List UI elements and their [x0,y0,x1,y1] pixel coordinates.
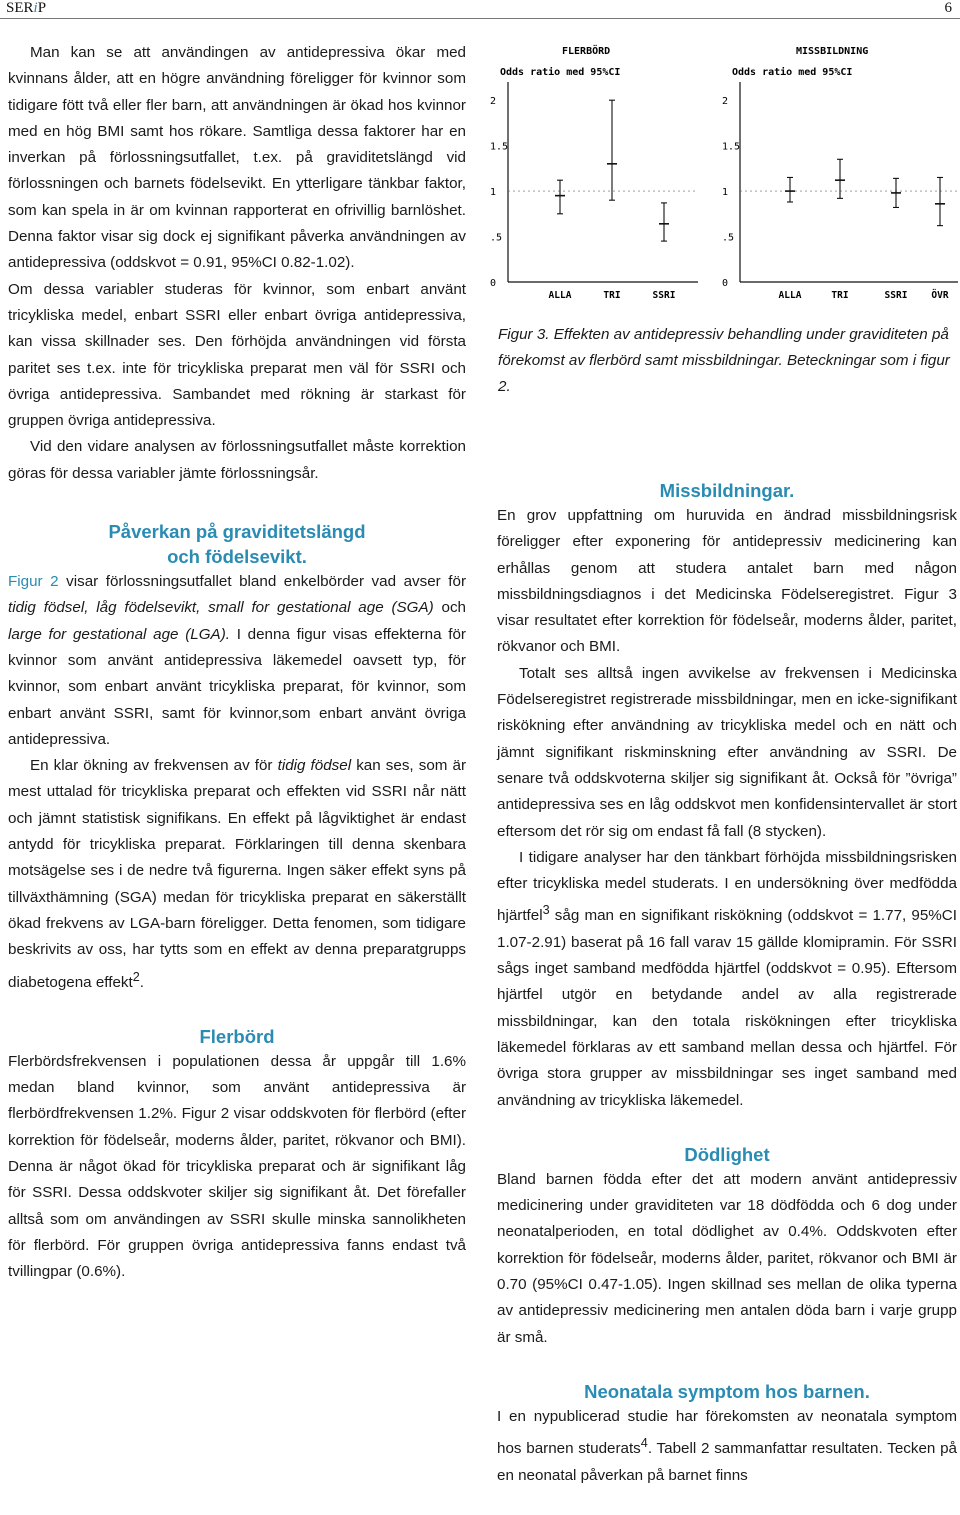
text-run: I tidigare analyser har den tänkbart förhöjda missbildningsrisken efter tricykliska medel studerats. I en undersökning över medfödda hjärtfel [497,848,957,925]
paragraph [497,845,957,1114]
caption-text: Figur 3. Effekten av antidepressiv behandling under graviditeten på förekomst av flerbörd samt missbildningar. Beteckningar som i figur 2. [498,326,950,395]
y-tick-label: 2 [490,96,497,108]
footnote-ref: 4 [640,1436,648,1451]
figure-reference: Figur 2 [8,573,59,591]
paragraph: Bland barnen födda efter det att modern använt antidepressiv medicinering under graviditeten var 18 dödfödda och 6 dog under neonatalperioden, en total dödlighet av 0.4%. Oddskvoten efter korrektion för födelseår, moderns ålder, paritet, rökvanor och BMI är 0.70 (95%CI 0.47-1.05). Ingen skillnad ses mellan de olika typerna av antidepressiv medicinering men antalen döda barn i varje grupp är små. [497,1170,957,1346]
spacer [8,487,466,519]
left-column [8,40,466,1286]
chart-subtitle-left: Odds ratio med 95%CI [500,67,621,78]
page-header [0,0,960,18]
footnote-ref: 2 [132,969,140,984]
text-run: och [433,599,466,617]
page-number: 6 [944,0,952,16]
category-label: ALLA [778,290,802,301]
section-heading [8,519,466,569]
text-run: En klar ökning av frekvensen av för [30,757,278,775]
odds-ratio-chart [488,40,960,310]
category-label: TRI [831,290,849,301]
paragraph [8,569,466,753]
y-tick-label: 1 [490,187,497,199]
y-tick-label: 2 [722,96,729,108]
paragraph: En grov uppfattning om huruvida en ändrad missbildningsrisk föreligger efter exponering för antidepressiv medicinering kan erhållas genom att studera antalet barn med någon missbildningsdiagnos i det Medicinska Födelseregistret. Figur 3 visar resultatet efter korrektion för födelseår, moderns ålder, paritet, rökvanor och BMI. [497,507,957,656]
text-run: visar förlossningsutfallet bland enkelbörder vad avser för [58,573,466,591]
category-label: ÖVR [931,290,949,301]
text-run-italic: tidig födsel, låg födelsevikt, small for gestational age (SGA) [8,599,434,617]
y-tick-label: .5 [722,232,735,244]
y-tick-label: 1 [722,187,729,199]
paragraph: Om dessa variabler studeras för kvinnor, som enbart använt tricykliska medel, enbart SSRI eller enbart övriga antidepressiva, kan vissa skillnader ses. Den förhöjda användningen vid första paritet ses t.ex. inte för tricykliska preparat men väl för SSRI och övriga antidepressiva. Sambandet med rökning är starkast för gruppen övriga antidepressiva. [8,280,466,430]
text-run: såg man en signifikant riskökning (oddskvot = 1.77, 95%CI 1.07-2.91) baserat på 16 fall varav 15 gällde klomipramin. För SSRI sågs inget samband medfödda hjärtfel (oddskvot = 0.95). Eftersom hjärtfel utgör en betydande andel av alla registrerade missbildningar, kan den totala riskökningen efter tricykliska läkemedel förklaras av ett samband mellan dessa och hjärtfel. För övriga stora grupper av missbildningar ses inget samband med användning av tricykliska läkemedel. [497,907,957,1109]
y-tick-label: 1.5 [490,141,509,153]
figure-3 [488,40,960,310]
paragraph: Flerbördsfrekvensen i populationen dessa år uppgår till 1.6% medan bland kvinnor, som använt antidepressiva är flerbördfrekvensen 1.2%. Figur 2 visar oddskvoten för flerbörd (efter korrektion för födelseår, moderns ålder, paritet, rökvanor och BMI). Denna är något ökad för tricykliska preparat och är signifikant låg för SSRI. Dessa oddskvoter skiljer sig signifikant åt. Det förefaller alltså som om användingen av SSRI skulle minska sannolikheten för flerbörd. För gruppen övriga antidepressiva fanns endast två tvillingpar (0.6%). [8,1052,466,1281]
text-run: I en nypublicerad studie har förekomsten av neonatala symptom hos barnen studerats [497,1407,957,1458]
text-run: . Tabell 2 sammanfattar resultaten. Tecken på en neonatal påverkan på barnet finns [497,1440,957,1484]
heading-line: Påverkan på graviditetslängd [108,521,366,543]
text-run-italic: large for gestational age (LGA). [8,625,230,643]
section-heading: Neonatala symptom hos barnen. [584,1380,870,1402]
right-column [497,478,957,1489]
paragraph: Totalt ses alltså ingen avvikelse av frekvensen i Medicinska Födelseregistret registrerade missbildningar, men en icke-signifikant riskökning efter användning av tricykliska medel och en nätt och jämnt signifikant riskminskning efter användning av SSRI. De senare två oddskvoterna skiljer sig signifikant åt. Också för ”övriga” antidepressiva ses en låg oddskvot men konfidensintervallet är stort eftersom det rör sig om endast få fall (8 stycken). [497,664,957,840]
paragraph [497,1404,957,1489]
section-heading: Flerbörd [199,1025,275,1047]
text-run: . [139,973,144,991]
chart-title-right: MISSBILDNING [796,46,869,57]
section-heading: Missbildningar. [659,480,795,501]
chart-title-left: FLERBÖRD [562,46,611,57]
spacer [8,996,466,1024]
paragraph [8,753,466,996]
journal-name-part: P [37,0,47,16]
journal-name-part: SER [6,0,34,16]
y-tick-label: .5 [490,232,503,244]
paragraph: Vid den vidare analysen av förlossningsutfallet måste korrektion göras för dessa variabler jämte förlossningsår. [8,438,466,482]
journal-name-accent: i [33,0,38,16]
chart-subtitle-right: Odds ratio med 95%CI [732,67,853,78]
category-label: TRI [603,290,621,301]
y-tick-label: 0 [490,278,497,289]
text-run: I denna figur visas effekterna för kvinnor som använt antidepressiva läkemedel oavsett typ, för kvinnor, som enbart använt tricykliska preparat, för kvinnor, som enbart använt SSRI, samt för kvinnor,som enbart använt övriga antidepressiva. [8,625,466,748]
text-run: kan ses, som är mest uttalad för tricykliska preparat och effekten vid SSRI når nätt och jämnt statistisk signifikans. En effekt på lågviktighet är endast antydd för tricykliska preparat. Förklaringen till denna skenbara motsägelse ses i de nedre två figurerna. Ingen säker effekt syns på tillväxthämning (SGA) medan för tricykliska preparat en säkerställt ökad frekvens av LGA-barn föreligger. Detta fenomen, som tidigare beskrivits av oss, har tytts som en effekt av denna preparatgrupps diabetogena effekt [8,757,467,991]
y-tick-label: 1.5 [722,141,741,153]
paragraph: Man kan se att användingen av antidepressiva ökar med kvinnans ålder, att en högre användning föreligger för kvinnor som tidigare fött två eller fler barn, att användningen är ökad hos kvinnor med en hög BMI samt hos rökare. Samtliga dessa faktorer har en inverkan på förlossningsutfallet, t.ex. på graviditetslängd vid förlossningen och barnets födelsevikt. En ytterligare tänkbar faktor, som kan spela in är om kvinnan rapporterat en ofrivillig barnlöshet. Denna faktor visar sig dock ej signifikant påverka användningen av antidepressiva (oddskvot = 0.91, 95%CI 0.82-1.02). [8,44,466,272]
category-label: ALLA [548,290,572,301]
category-label: SSRI [884,290,908,301]
spacer [497,1351,957,1379]
y-tick-label: 0 [722,278,729,289]
section-heading: Dödlighet [684,1143,770,1165]
text-run-italic: tidig födsel [277,757,352,775]
chart-marks [490,82,958,301]
figure-caption [498,322,958,400]
header-rule [0,18,960,19]
spacer [497,1114,957,1142]
footnote-ref: 3 [542,903,550,918]
journal-name [6,0,46,17]
heading-line: och födelsevikt. [167,546,307,568]
category-label: SSRI [652,290,676,301]
